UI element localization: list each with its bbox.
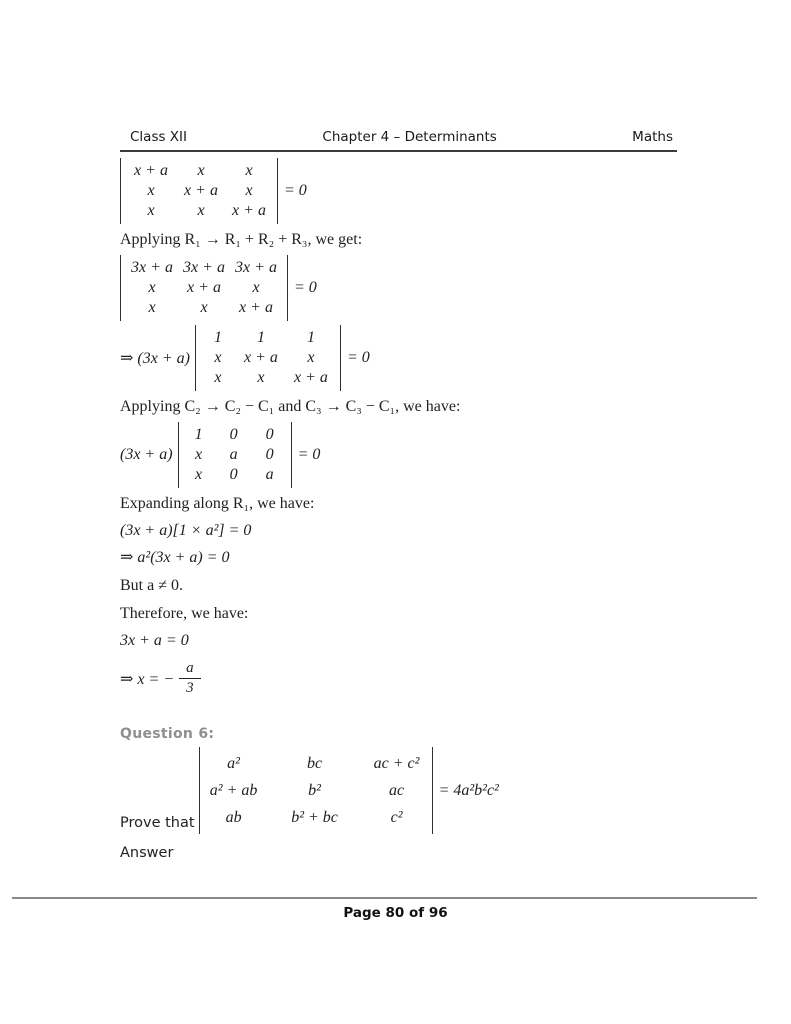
prove-that-label: Prove that <box>120 815 195 831</box>
fraction-denominator: 3 <box>186 680 194 696</box>
matrix-cell: x + a <box>134 162 168 179</box>
fraction-numerator: a <box>179 660 201 679</box>
matrix-cell: 3x + a <box>183 259 225 276</box>
matrix-cell: x <box>257 369 265 386</box>
matrix-4 <box>178 422 292 488</box>
equals-rhs: = 0 <box>346 349 370 366</box>
matrix-cell: x <box>195 446 203 463</box>
matrix-cell: 1 <box>213 329 222 346</box>
matrix-cell: x <box>197 202 205 219</box>
matrix-cell: x <box>245 182 253 199</box>
matrix-cell: x <box>147 182 155 199</box>
step-row-operation: Applying R₁ → R₁ + R₂ + R₃, we get: <box>120 231 363 248</box>
equals-rhs: = 0 <box>294 279 317 296</box>
equals-rhs: = 0 <box>284 182 307 199</box>
equation-expansion: (3x + a)[1 × a²] = 0 <box>120 522 252 539</box>
matrix-cell: 0 <box>265 426 274 443</box>
determinant-1 <box>120 158 720 224</box>
step-column-operation: Applying C₂ → C₂ − C₁ and C₃ → C₃ − C₁, we have: <box>120 398 461 415</box>
header-subject: Maths <box>632 129 673 145</box>
fraction-prefix: ⇒ x = − <box>120 670 175 688</box>
equation-simplified: ⇒ a²(3x + a) = 0 <box>120 549 230 566</box>
matrix-cell: b² + bc <box>291 809 338 826</box>
answer-label: Answer <box>120 845 174 861</box>
factor-prefix: (3x + a) <box>120 446 173 463</box>
factor-prefix: ⇒ (3x + a) <box>120 350 190 367</box>
matrix-cell: x <box>147 202 155 219</box>
matrix-cell: c² <box>390 809 403 826</box>
step-expanding: Expanding along R₁, we have: <box>120 495 315 512</box>
equation-linear: 3x + a = 0 <box>120 632 189 649</box>
determinant-2 <box>120 255 720 321</box>
question6-statement <box>120 747 720 834</box>
matrix-cell: x + a <box>187 279 221 296</box>
matrix-cell: x <box>197 162 205 179</box>
matrix-q6 <box>199 747 433 834</box>
matrix-cell: x <box>307 349 315 366</box>
header-chapter-title: Chapter 4 – Determinants <box>322 129 497 145</box>
footer-divider <box>12 897 757 899</box>
matrix-cell: a <box>229 446 238 463</box>
matrix-cell: a <box>265 466 274 483</box>
note-therefore: Therefore, we have: <box>120 605 249 622</box>
matrix-cell: ab <box>225 809 242 826</box>
matrix-cell: 1 <box>256 329 265 346</box>
matrix-cell: 0 <box>265 446 274 463</box>
matrix-cell: 3x + a <box>235 259 277 276</box>
question-heading: Question 6: <box>120 726 215 742</box>
matrix-cell: 0 <box>229 426 238 443</box>
equals-rhs: = 4a²b²c² <box>438 781 499 799</box>
matrix-cell: ac <box>389 782 405 799</box>
matrix-cell: x <box>252 279 260 296</box>
matrix-3 <box>195 325 341 391</box>
equation-solution <box>120 660 720 697</box>
matrix-1 <box>120 158 278 224</box>
matrix-2 <box>120 255 288 321</box>
matrix-cell: a² + ab <box>209 782 258 799</box>
equals-rhs: = 0 <box>297 446 321 463</box>
matrix-cell: x <box>148 279 156 296</box>
page-number: Page 80 of 96 <box>343 905 448 921</box>
matrix-cell: ac + c² <box>373 755 420 772</box>
determinant-q6 <box>199 747 499 834</box>
matrix-cell: 3x + a <box>131 259 173 276</box>
determinant-4 <box>120 422 720 488</box>
matrix-cell: x + a <box>232 202 266 219</box>
matrix-cell: x + a <box>184 182 218 199</box>
matrix-cell: x <box>214 369 222 386</box>
matrix-cell: x <box>200 299 208 316</box>
matrix-cell: x <box>245 162 253 179</box>
page-header <box>120 129 677 152</box>
matrix-cell: bc <box>307 755 323 772</box>
matrix-cell: 1 <box>194 426 203 443</box>
header-class: Class XII <box>130 129 188 145</box>
matrix-cell: x <box>195 466 203 483</box>
matrix-cell: b² <box>308 782 321 799</box>
determinant-3 <box>120 325 720 391</box>
matrix-cell: 1 <box>306 329 315 346</box>
matrix-cell: x + a <box>239 299 273 316</box>
matrix-cell: x <box>148 299 156 316</box>
note-a-nonzero: But a ≠ 0. <box>120 577 183 594</box>
matrix-cell: x + a <box>244 349 278 366</box>
solution-content <box>120 158 720 861</box>
matrix-cell: x <box>214 349 222 366</box>
matrix-cell: x + a <box>294 369 328 386</box>
matrix-cell: 0 <box>229 466 238 483</box>
matrix-cell: a² <box>227 755 240 772</box>
fraction <box>179 660 201 697</box>
